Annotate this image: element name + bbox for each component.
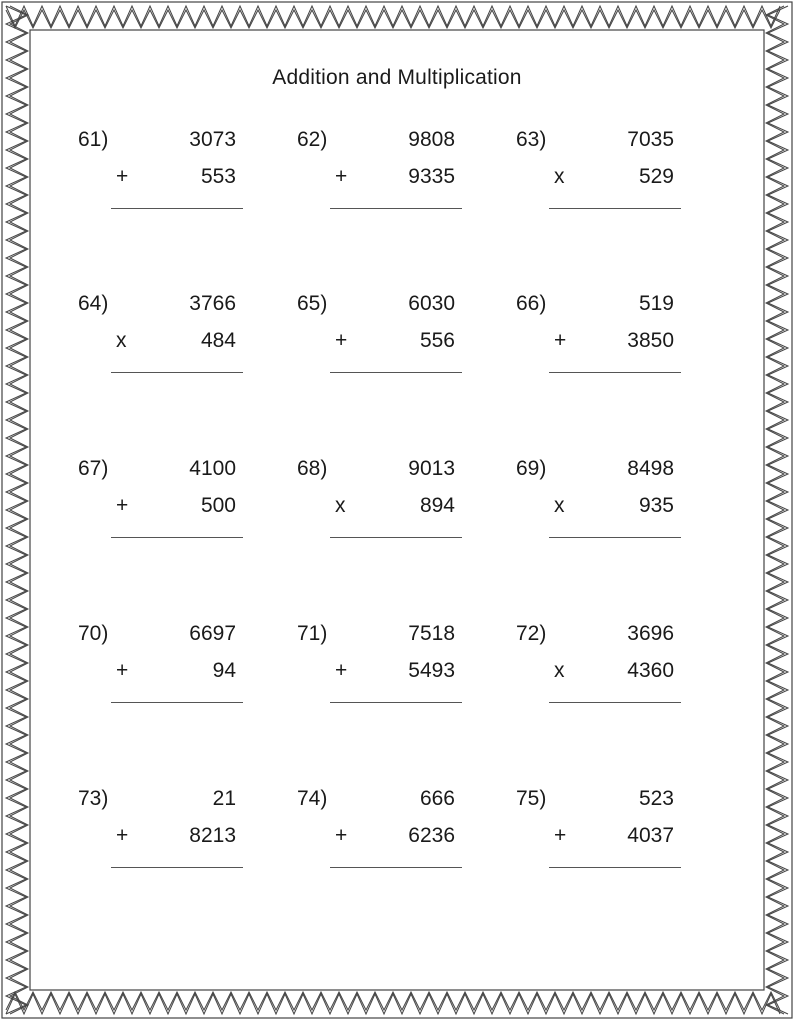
problem-number: 69) bbox=[516, 457, 547, 480]
operator-sign: x bbox=[335, 494, 346, 517]
answer-line bbox=[330, 867, 462, 868]
border-zigzag-left-1 bbox=[10, 6, 28, 1014]
answer-line bbox=[549, 537, 681, 538]
answer-line bbox=[549, 702, 681, 703]
operator-sign: + bbox=[335, 659, 348, 682]
operator-sign: + bbox=[335, 165, 348, 188]
problem-73 bbox=[78, 787, 253, 887]
bottom-operand: 6236 bbox=[408, 824, 455, 847]
answer-line bbox=[330, 537, 462, 538]
problem-72 bbox=[516, 622, 691, 722]
border-zigzag-bottom-0 bbox=[6, 994, 780, 1014]
operator-sign: + bbox=[554, 329, 567, 352]
operator-sign: x bbox=[554, 494, 565, 517]
top-operand: 3696 bbox=[627, 622, 674, 645]
top-operand: 6030 bbox=[408, 292, 455, 315]
problem-number: 64) bbox=[78, 292, 109, 315]
answer-line bbox=[549, 372, 681, 373]
bottom-operand: 553 bbox=[200, 165, 236, 188]
problem-number: 66) bbox=[516, 292, 547, 315]
operator-sign: + bbox=[116, 165, 129, 188]
top-operand: 666 bbox=[419, 787, 455, 810]
operator-sign: + bbox=[335, 329, 348, 352]
bottom-operand: 500 bbox=[200, 494, 236, 517]
problem-67 bbox=[78, 457, 253, 557]
top-operand: 9808 bbox=[408, 128, 455, 151]
bottom-operand: 3850 bbox=[627, 329, 674, 352]
operator-sign: + bbox=[335, 824, 348, 847]
border-zigzag-top-0 bbox=[6, 6, 780, 26]
answer-line bbox=[330, 702, 462, 703]
problem-number: 75) bbox=[516, 787, 547, 810]
bottom-operand: 484 bbox=[200, 329, 236, 352]
problem-number: 74) bbox=[297, 787, 328, 810]
bottom-operand: 4360 bbox=[627, 659, 674, 682]
bottom-operand: 94 bbox=[212, 659, 236, 682]
problem-number: 71) bbox=[297, 622, 328, 645]
border-zigzag-right-1 bbox=[766, 6, 784, 1014]
bottom-operand: 9335 bbox=[408, 165, 455, 188]
problem-64 bbox=[78, 292, 253, 392]
answer-line bbox=[330, 372, 462, 373]
bottom-operand: 5493 bbox=[408, 659, 455, 682]
top-operand: 6697 bbox=[189, 622, 236, 645]
operator-sign: + bbox=[116, 494, 129, 517]
top-operand: 21 bbox=[212, 787, 236, 810]
top-operand: 4100 bbox=[189, 457, 236, 480]
answer-line bbox=[549, 867, 681, 868]
operator-sign: + bbox=[116, 824, 129, 847]
operator-sign: x bbox=[554, 659, 565, 682]
problem-number: 70) bbox=[78, 622, 109, 645]
top-operand: 3073 bbox=[189, 128, 236, 151]
problem-75 bbox=[516, 787, 691, 887]
top-operand: 9013 bbox=[408, 457, 455, 480]
problem-number: 62) bbox=[297, 128, 328, 151]
problem-68 bbox=[297, 457, 472, 557]
bottom-operand: 935 bbox=[638, 494, 674, 517]
problem-number: 61) bbox=[78, 128, 109, 151]
problem-62 bbox=[297, 128, 472, 228]
operator-sign: x bbox=[554, 165, 565, 188]
worksheet-title: Addition and Multiplication bbox=[272, 66, 522, 89]
problem-69 bbox=[516, 457, 691, 557]
problem-63 bbox=[516, 128, 691, 228]
problem-number: 67) bbox=[78, 457, 109, 480]
answer-line bbox=[111, 537, 243, 538]
bottom-operand: 556 bbox=[419, 329, 455, 352]
problem-66 bbox=[516, 292, 691, 392]
top-operand: 7035 bbox=[627, 128, 674, 151]
operator-sign: + bbox=[116, 659, 129, 682]
problem-number: 63) bbox=[516, 128, 547, 151]
problem-65 bbox=[297, 292, 472, 392]
bottom-operand: 529 bbox=[638, 165, 674, 188]
answer-line bbox=[111, 867, 243, 868]
bottom-operand: 894 bbox=[419, 494, 455, 517]
problem-number: 72) bbox=[516, 622, 547, 645]
top-operand: 8498 bbox=[627, 457, 674, 480]
bottom-operand: 8213 bbox=[189, 824, 236, 847]
operator-sign: x bbox=[116, 329, 127, 352]
problem-number: 65) bbox=[297, 292, 328, 315]
answer-line bbox=[111, 208, 243, 209]
problem-71 bbox=[297, 622, 472, 722]
problem-74 bbox=[297, 787, 472, 887]
top-operand: 523 bbox=[638, 787, 674, 810]
operator-sign: + bbox=[554, 824, 567, 847]
answer-line bbox=[111, 372, 243, 373]
answer-line bbox=[549, 208, 681, 209]
problem-70 bbox=[78, 622, 253, 722]
answer-line bbox=[330, 208, 462, 209]
top-operand: 7518 bbox=[408, 622, 455, 645]
top-operand: 519 bbox=[638, 292, 674, 315]
answer-line bbox=[111, 702, 243, 703]
top-operand: 3766 bbox=[189, 292, 236, 315]
problem-61 bbox=[78, 128, 253, 228]
problem-number: 68) bbox=[297, 457, 328, 480]
problem-number: 73) bbox=[78, 787, 109, 810]
bottom-operand: 4037 bbox=[627, 824, 674, 847]
